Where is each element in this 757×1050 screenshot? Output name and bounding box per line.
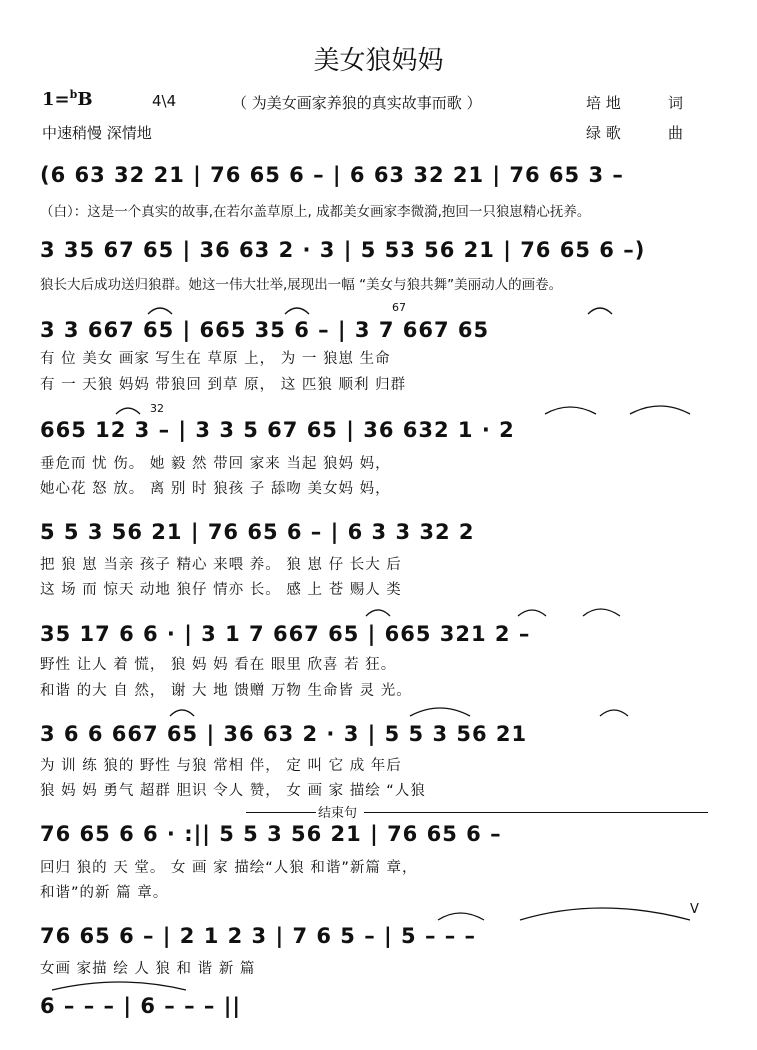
slur-14: [520, 908, 690, 920]
slur-11: [410, 708, 470, 716]
lyric-line-2: 狼长大后成功送归狼群。她这一伟大壮举,展现出一幅 “美女与狼共舞”美丽动人的画卷。: [40, 277, 563, 293]
tempo-marking: 中速稍慢 深情地: [42, 124, 152, 142]
grace-note-1: 67: [392, 301, 406, 314]
lyric-line-4a: 垂危而 忧 伤。 她 毅 然 带回 家来 当起 狼妈 妈，: [40, 456, 391, 472]
slur-4: [116, 408, 140, 414]
notation-line-5: 5 5 3 56 21 | 76 65 6 – | 6 3 3 32 2: [40, 520, 475, 544]
lyric-line-3b: 有 一 天狼 妈妈 带狼回 到草 原， 这 匹狼 顺利 归群: [40, 377, 407, 393]
key-note: B: [77, 89, 93, 110]
lyricist-name: 培 地: [586, 94, 621, 112]
lyric-line-5a: 把 狼 崽 当亲 孩子 精心 来喂 养。 狼 崽 仔 长大 后: [40, 557, 402, 573]
slur-15: [52, 982, 186, 990]
breath-mark: V: [690, 902, 699, 917]
lyric-line-7b: 狼 妈 妈 勇气 超群 胆识 令人 赞， 女 画 家 描绘 “人狼: [40, 783, 426, 799]
slur-8: [583, 609, 620, 616]
slur-5: [545, 407, 596, 414]
time-signature: 4\4: [152, 92, 177, 110]
notation-line-6: 35 17 6 6 · | 3 1 7 667 65 | 665 321 2 –: [40, 622, 531, 646]
slur-3: [285, 308, 309, 314]
flat-sign: b: [69, 88, 78, 101]
lyric-line-3a: 有 位 美女 画家 写生在 草原 上， 为 一 狼崽 生命: [40, 351, 391, 367]
notation-line-4: 665 12 3 – | 3 3 5 67 65 | 36 632 1 · 2: [40, 418, 515, 442]
slur-13: [438, 913, 484, 920]
lyric-line-7a: 为 训 练 狼的 野性 与狼 常相 伴， 定 叫 它 成 年后: [40, 758, 402, 774]
lyric-line-9: 女画 家描 绘 人 狼 和 谐 新 篇: [40, 961, 256, 977]
key-label: 1=: [42, 89, 70, 110]
slur-12: [600, 710, 628, 716]
notation-line-8: 76 65 6 6 · :|| 5 5 3 56 21 | 76 65 6 –: [40, 822, 502, 846]
slur-10: [170, 710, 194, 716]
slur-1: [148, 308, 172, 314]
lyric-line-8b: 和谐”的新 篇 章。: [40, 885, 169, 901]
slur-2: [588, 308, 612, 314]
song-subtitle: （ 为美女画家养狼的真实故事而歌 ）: [232, 94, 482, 112]
composer-name: 绿 歌: [586, 124, 621, 142]
lyric-line-6b: 和谐 的大 自 然， 谢 大 地 馈赠 万物 生命皆 灵 光。: [40, 683, 412, 699]
notation-line-3: 3 3 667 65 | 665 35 6 – | 3 7 667 65: [40, 318, 490, 342]
slur-7: [518, 610, 546, 616]
notation-line-2: 3 35 67 65 | 36 63 2 · 3 | 5 53 56 21 | 76 65 6 –): [40, 238, 646, 262]
song-title: 美女狼妈妈: [313, 46, 444, 76]
slur-6: [630, 406, 690, 414]
ending-label: 结束句: [318, 806, 358, 821]
grace-note-2: 32: [150, 402, 164, 415]
lyric-line-8a: 回归 狼的 天 堂。 女 画 家 描绘“人狼 和谐”新篇 章，: [40, 860, 418, 876]
notation-line-1: (6 63 32 21 | 76 65 6 – | 6 63 32 21 | 76 65 3 –: [40, 163, 624, 187]
notation-line-9: 76 65 6 – | 2 1 2 3 | 7 6 5 – | 5 – – –: [40, 924, 477, 948]
lyric-line-6a: 野性 让人 着 慌， 狼 妈 妈 看在 眼里 欣喜 若 狂。: [40, 657, 397, 673]
composer-role: 曲: [668, 124, 684, 142]
notation-line-7: 3 6 6 667 65 | 36 63 2 · 3 | 5 5 3 56 21: [40, 722, 528, 746]
lyricist-role: 词: [668, 94, 684, 112]
lyric-line-4b: 她心花 怒 放。 离 别 时 狼孩 子 舔吻 美女妈 妈，: [40, 481, 391, 497]
notation-line-10: 6 – – – | 6 – – – ||: [40, 994, 242, 1018]
lyric-line-5b: 这 场 而 惊天 动地 狼仔 情亦 长。 感 上 苍 赐人 类: [40, 582, 402, 598]
slur-9: [366, 610, 390, 616]
lyric-line-1: （白）：这是一个真实的故事,在若尔盖草原上, 成都美女画家李微漪,抱回一只狼崽精心抚养。: [40, 204, 591, 220]
